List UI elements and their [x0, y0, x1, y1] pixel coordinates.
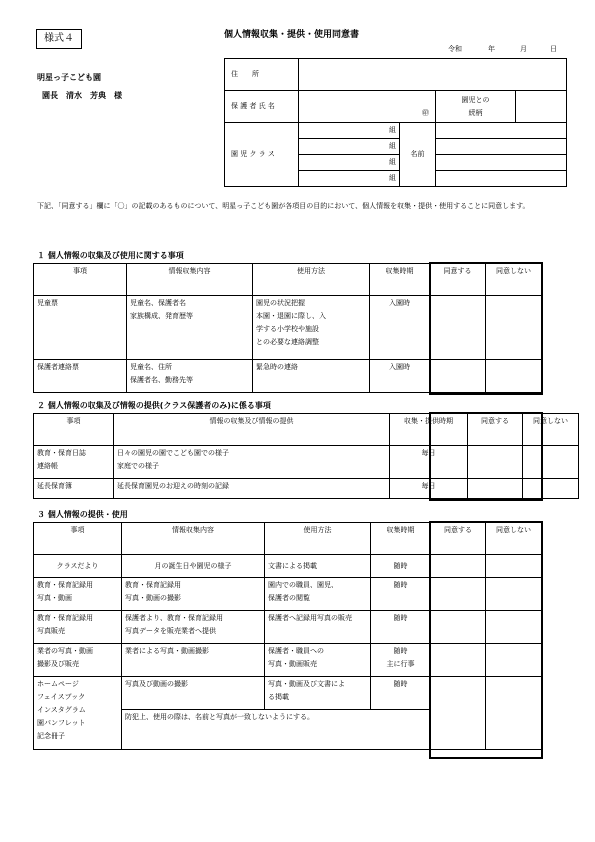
s1-row2-item: 保護者連絡票: [34, 360, 127, 393]
s3-row2-item: 教育・保育記録用 写真・動画: [34, 578, 122, 611]
address-label: 住 所: [225, 59, 299, 91]
child-name-field-1[interactable]: [436, 123, 567, 139]
s3-row4-content: 業者による写真・動画撮影: [122, 644, 265, 677]
s3-row4-usage: 保護者・職員への 写真・動画販売: [265, 644, 371, 677]
s1-header-disagree: 同意しない: [486, 264, 542, 296]
s1-row2-timing: 入園時: [370, 360, 430, 393]
s1-row1-timing: 入園時: [370, 296, 430, 360]
class-field-4[interactable]: 組: [299, 171, 400, 187]
class-field-2[interactable]: 組: [299, 139, 400, 155]
s2-row1-content: 日々の園児の園でこども園での様子 家庭での様子: [114, 446, 390, 479]
s1-header-content: 情報収集内容: [127, 264, 253, 296]
addressee-head: 園長 清水 芳典 様: [42, 91, 122, 100]
s1-header-usage: 使用方法: [253, 264, 370, 296]
section2-table: [33, 413, 579, 499]
s2-header-timing: 収集・提供時期: [390, 414, 468, 446]
s1-row2-usage: 緊急時の連絡: [253, 360, 370, 393]
intro-text: 下記、「同意する」欄に「〇」の記載のあるものについて、明星っ子こども園が各項目の目的において、個人情報を収集・提供・使用することに同意します。: [37, 202, 530, 210]
s3-header-agree: 同意する: [431, 523, 486, 555]
s3-row1-agree-cell[interactable]: [431, 555, 486, 578]
s1-row1-agree-cell[interactable]: [430, 296, 486, 360]
s2-row1-item: 教育・保育日誌 連絡帳: [34, 446, 114, 479]
s3-row5-content: 写真及び動画の撮影: [122, 677, 265, 710]
applicant-table: [224, 58, 567, 187]
s1-row1-item: 児童票: [34, 296, 127, 360]
relation-label: 園児との 続柄: [436, 91, 516, 123]
seal-mark: ㊞: [422, 109, 429, 117]
s2-row2-item: 延長保育簿: [34, 479, 114, 499]
s1-row2-agree-cell[interactable]: [430, 360, 486, 393]
s3-row5-item: ホームページ フェイスブック インスタグラム 園パンフレット 記念冊子: [34, 677, 122, 750]
section2-title: ２ 個人情報の収集及び情報の提供(クラス保護者のみ)に係る事項: [37, 401, 271, 410]
s3-row4-timing: 随時 主に行事: [371, 644, 431, 677]
address-field[interactable]: [299, 59, 567, 91]
section3-title: ３ 個人情報の提供・使用: [37, 510, 128, 519]
s3-row3-disagree-cell[interactable]: [486, 611, 542, 644]
s3-row2-usage: 園内での職員、園児、 保護者の閲覧: [265, 578, 371, 611]
s2-header-content: 情報の収集及び情報の提供: [114, 414, 390, 446]
s3-row4-item: 業者の写真・動画 撮影及び販売: [34, 644, 122, 677]
s2-row1-agree-cell[interactable]: [468, 446, 523, 479]
s3-row3-item: 教育・保育記録用 写真販売: [34, 611, 122, 644]
s3-row3-timing: 随時: [371, 611, 431, 644]
s3-row5-agree-cell[interactable]: [431, 677, 486, 750]
name-label: 名前: [400, 123, 436, 187]
s1-header-item: 事項: [34, 264, 127, 296]
s3-row3-usage: 保護者へ記録用写真の販売: [265, 611, 371, 644]
s2-row2-disagree-cell[interactable]: [523, 479, 579, 499]
s3-row1-item: クラスだより: [34, 555, 122, 578]
date-day: 日: [550, 45, 557, 53]
child-name-field-2[interactable]: [436, 139, 567, 155]
s2-row1-disagree-cell[interactable]: [523, 446, 579, 479]
s3-row5-timing: 随時: [371, 677, 431, 710]
date-year: 年: [488, 45, 495, 53]
guardian-label: 保 護 者 氏 名: [225, 91, 299, 123]
s3-row1-timing: 随時: [371, 555, 431, 578]
s3-row2-disagree-cell[interactable]: [486, 578, 542, 611]
child-name-field-3[interactable]: [436, 155, 567, 171]
section1-title: １ 個人情報の収集及び使用に関する事項: [37, 251, 184, 260]
s3-row5-disagree-cell[interactable]: [486, 677, 542, 750]
s1-row1-disagree-cell[interactable]: [486, 296, 542, 360]
s1-row1-content: 児童名、保護者名 家族構成、発育歴等: [127, 296, 253, 360]
s3-header-timing: 収集時期: [371, 523, 431, 555]
s1-row1-usage: 園児の状況把握 本園・退園に際し、入 学する小学校や施設 との必要な連絡調整: [253, 296, 370, 360]
s3-row1-content: 月の誕生日や園児の様子: [122, 555, 265, 578]
s2-row2-agree-cell[interactable]: [468, 479, 523, 499]
addressee-org: 明星っ子こども園: [37, 73, 101, 82]
s3-header-usage: 使用方法: [265, 523, 371, 555]
form-label-box: [36, 29, 82, 49]
class-label: 園 児 ク ラ ス: [225, 123, 299, 187]
s3-row3-content: 保護者より、教育・保育記録用 写真データを販売業者へ提供: [122, 611, 265, 644]
s3-row4-disagree-cell[interactable]: [486, 644, 542, 677]
relation-field[interactable]: [516, 91, 567, 123]
s3-row1-usage: 文書による掲載: [265, 555, 371, 578]
s3-row4-agree-cell[interactable]: [431, 644, 486, 677]
form-label: 様式４: [44, 33, 74, 44]
date-era: 令和: [448, 45, 462, 53]
guardian-name-field[interactable]: [299, 91, 436, 123]
s2-row1-timing: 毎日: [390, 446, 468, 479]
s3-row1-disagree-cell[interactable]: [486, 555, 542, 578]
s3-row3-agree-cell[interactable]: [431, 611, 486, 644]
s2-row2-timing: 毎日: [390, 479, 468, 499]
date-month: 月: [520, 45, 527, 53]
section3-table: [33, 522, 542, 750]
child-name-field-4[interactable]: [436, 171, 567, 187]
section1-table: [33, 263, 542, 393]
s1-header-agree: 同意する: [430, 264, 486, 296]
s1-row2-content: 児童名、住所 保護者名、勤務先等: [127, 360, 253, 393]
s3-row2-agree-cell[interactable]: [431, 578, 486, 611]
document-title: 個人情報収集・提供・使用同意書: [224, 30, 360, 40]
s3-header-disagree: 同意しない: [486, 523, 542, 555]
s3-row2-content: 教育・保育記録用 写真・動画の撮影: [122, 578, 265, 611]
s2-row2-content: 延長保育園児のお迎えの時刻の記録: [114, 479, 390, 499]
s2-header-disagree: 同意しない: [523, 414, 579, 446]
s1-row2-disagree-cell[interactable]: [486, 360, 542, 393]
s3-row5-note: 防犯上、使用の際は、名前と写真が一致しないようにする。: [122, 710, 431, 750]
s2-header-item: 事項: [34, 414, 114, 446]
s3-row5-usage: 写真・動画及び文書によ る掲載: [265, 677, 371, 710]
s3-header-content: 情報収集内容: [122, 523, 265, 555]
class-field-3[interactable]: 組: [299, 155, 400, 171]
class-field-1[interactable]: 組: [299, 123, 400, 139]
s3-row2-timing: 随時: [371, 578, 431, 611]
s1-header-timing: 収集時期: [370, 264, 430, 296]
s2-header-agree: 同意する: [468, 414, 523, 446]
s3-header-item: 事項: [34, 523, 122, 555]
